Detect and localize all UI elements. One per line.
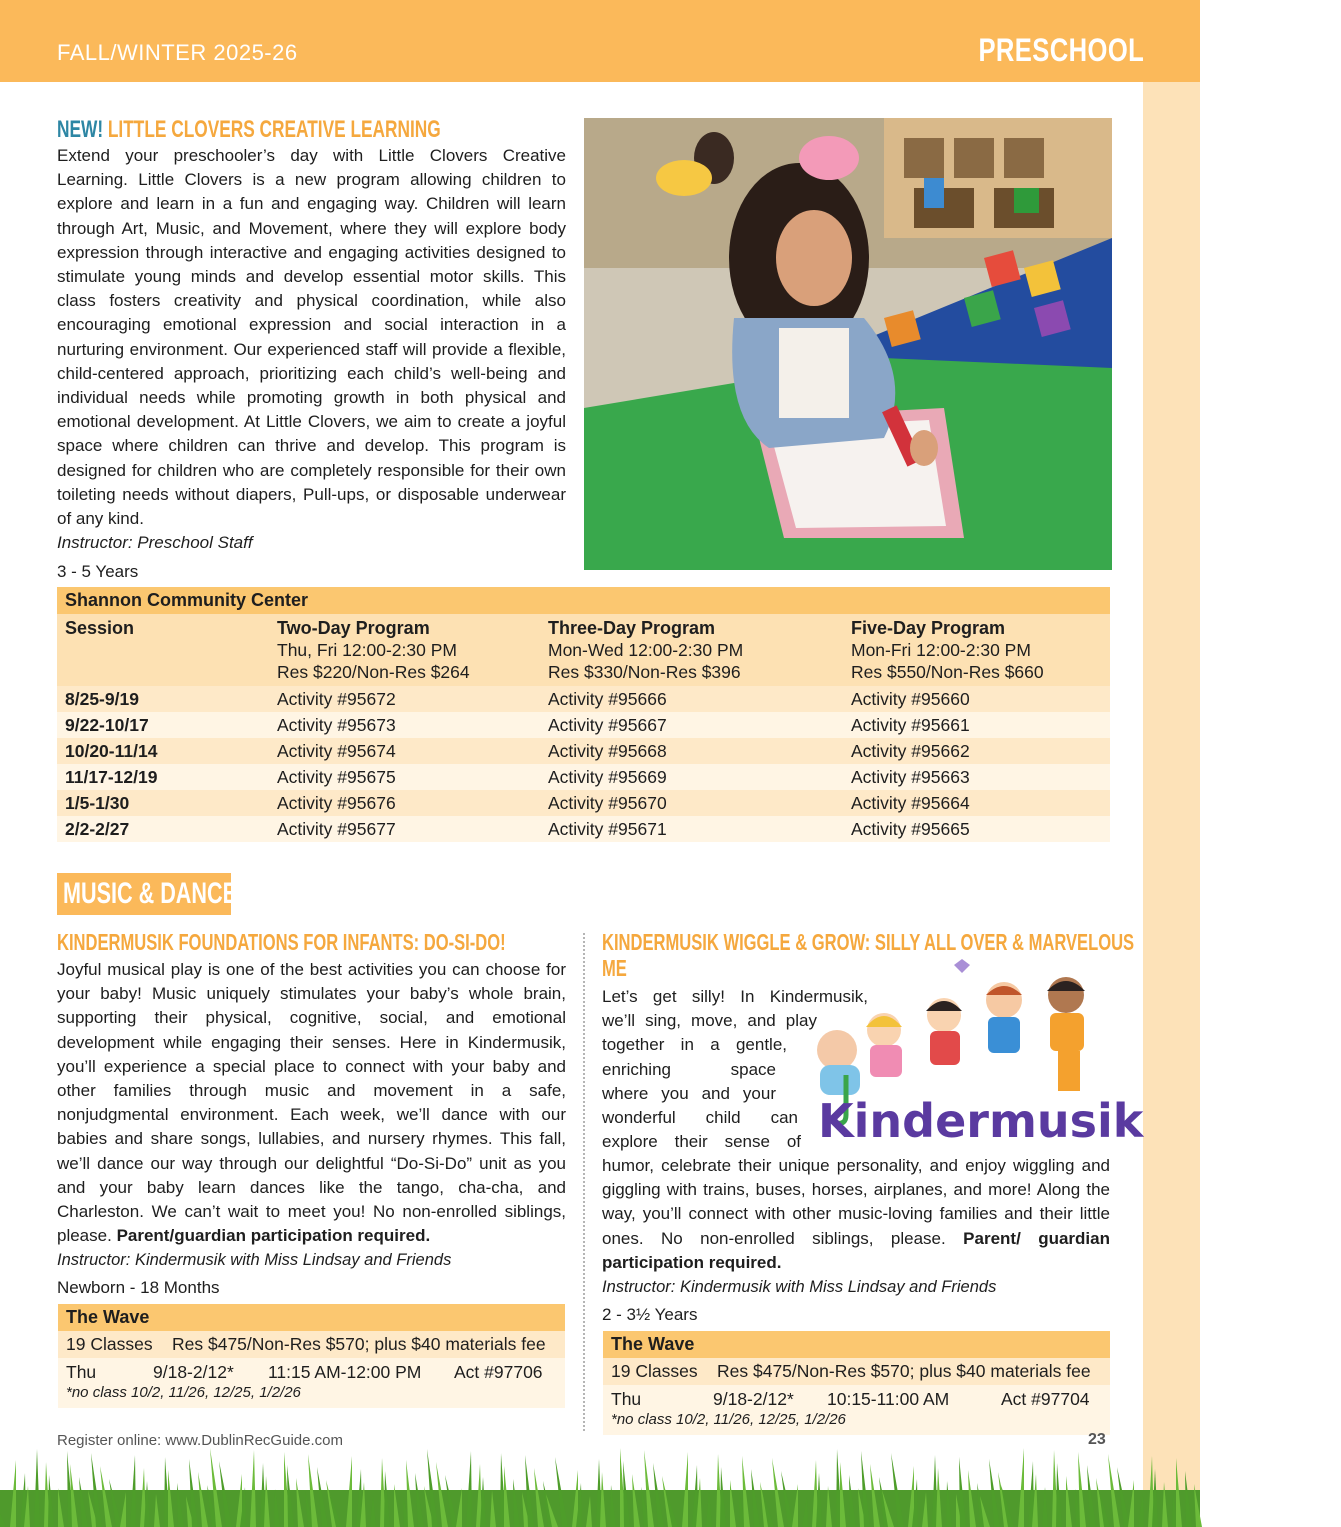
table-row bbox=[57, 764, 1110, 790]
activity-number: Activity #95669 bbox=[548, 767, 667, 787]
infants-description bbox=[57, 958, 566, 1248]
class-time: 11:15 AM-12:00 PM bbox=[268, 1362, 422, 1382]
side-color-bar bbox=[1143, 82, 1200, 1527]
program-price: Res $550/Non-Res $660 bbox=[851, 662, 1044, 682]
program-name: Three-Day Program bbox=[548, 618, 716, 638]
new-tag: NEW! bbox=[57, 116, 104, 143]
table-row bbox=[57, 712, 1110, 738]
activity-number: Activity #95660 bbox=[851, 689, 970, 709]
no-class-note: *no class 10/2, 11/26, 12/25, 1/2/26 bbox=[66, 1384, 301, 1401]
wiggle-description bbox=[602, 1154, 1110, 1275]
activity-number: Activity #95661 bbox=[851, 715, 970, 735]
session-dates: 10/20-11/14 bbox=[65, 741, 158, 761]
wiggle-body: humor, celebrate their unique personality, and enjoy wiggling and giggling with trains, buses, horses, airplanes, and more! Along the way, you’ll connect with other music-loving families and their little ones. No non-enrolled siblings, please. bbox=[602, 1156, 1110, 1248]
table-row bbox=[58, 1331, 565, 1358]
infants-heading bbox=[57, 929, 680, 956]
table-row bbox=[57, 790, 1110, 816]
table-header-row bbox=[57, 614, 1110, 686]
clovers-schedule-table bbox=[57, 587, 1110, 842]
class-price: Res $475/Non-Res $570; plus $40 materials fee bbox=[717, 1361, 1091, 1381]
session-dates: 11/17-12/19 bbox=[65, 767, 158, 787]
session-dates: 8/25-9/19 bbox=[65, 689, 139, 709]
class-price: Res $475/Non-Res $570; plus $40 materials fee bbox=[172, 1334, 546, 1354]
grass-blade bbox=[250, 1450, 256, 1527]
activity-number: Activity #95675 bbox=[277, 767, 396, 787]
grass-blade bbox=[466, 1451, 472, 1527]
activity-number: Activity #95672 bbox=[277, 689, 396, 709]
activity-number: Activity #95676 bbox=[277, 793, 396, 813]
class-count: 19 Classes bbox=[66, 1334, 153, 1354]
wiggle-line: together in a gentle, bbox=[602, 1035, 787, 1055]
table-location: Shannon Community Center bbox=[57, 587, 1110, 614]
session-dates: 2/2-2/27 bbox=[65, 819, 130, 839]
clovers-ages: 3 - 5 Years bbox=[57, 562, 139, 581]
program-header bbox=[277, 618, 470, 683]
program-days: Mon-Wed 12:00-2:30 PM bbox=[548, 640, 744, 660]
activity-number: Activity #95664 bbox=[851, 793, 970, 813]
class-time: 10:15-11:00 AM bbox=[827, 1389, 950, 1409]
program-price: Res $330/Non-Res $396 bbox=[548, 662, 741, 682]
wiggle-line: we’ll sing, move, and play bbox=[602, 1011, 817, 1031]
clovers-title: LITTLE CLOVERS CREATIVE LEARNING bbox=[107, 116, 441, 143]
session-header: Session bbox=[65, 618, 135, 638]
table-row bbox=[57, 686, 1110, 712]
wiggle-ages: 2 - 3½ Years bbox=[602, 1305, 698, 1324]
activity-number: Activity #95666 bbox=[548, 689, 667, 709]
class-dates: 9/18-2/12* bbox=[153, 1362, 234, 1382]
activity-number: Activity #95670 bbox=[548, 793, 667, 813]
class-day: Thu bbox=[611, 1389, 642, 1409]
infants-instructor: Instructor: Kindermusik with Miss Lindsay and Friends bbox=[57, 1251, 452, 1269]
grass-blade bbox=[682, 1452, 688, 1527]
wiggle-line: explore their sense of bbox=[602, 1132, 801, 1152]
wiggle-title: KINDERMUSIK WIGGLE & GROW: SILLY ALL OVER & MARVELOUS bbox=[602, 929, 1135, 955]
wiggle-line: enriching space bbox=[602, 1059, 776, 1079]
activity-number: Activity #95663 bbox=[851, 767, 970, 787]
classroom-photo bbox=[584, 118, 1112, 570]
kindermusik-wordmark: Kindermusik bbox=[818, 1094, 1144, 1148]
infants-body: Joyful musical play is one of the best activities you can choose for your baby! Music uniquely stimulates your baby’s whole brain, supporting their physical, cognitive, social, and emotional development while engaging their senses. Here in Kindermusik, you’ll experience a special place to connect with your baby and other families through music and movement in a safe, nonjudgmental environment. Each week, we’ll dance with our babies and share songs, lullabies, and nursery rhymes. This fall, we’ll dance our way through our delightful “Do-Si-Do” unit as you and your baby learn dances like the tango, cha-cha, and Charleston. We can’t wait to meet you! No non-enrolled siblings, please. bbox=[57, 960, 566, 1246]
table-row bbox=[603, 1358, 1110, 1385]
column-divider bbox=[583, 933, 585, 1431]
table-row bbox=[57, 738, 1110, 764]
kindermusik-logo bbox=[804, 965, 1144, 1151]
class-count: 19 Classes bbox=[611, 1361, 698, 1381]
clovers-heading bbox=[57, 116, 590, 144]
table-location: The Wave bbox=[603, 1331, 1110, 1358]
program-days: Thu, Fri 12:00-2:30 PM bbox=[277, 640, 457, 660]
table-row bbox=[58, 1358, 565, 1408]
activity-number: Activity #95668 bbox=[548, 741, 667, 761]
clovers-instructor: Instructor: Preschool Staff bbox=[57, 533, 253, 552]
infants-participation-note: Parent/guardian participation required. bbox=[116, 1226, 431, 1246]
grass-border bbox=[0, 1440, 1200, 1527]
music-dance-text: MUSIC & DANCE bbox=[63, 877, 238, 910]
wiggle-instructor: Instructor: Kindermusik with Miss Lindsay and Friends bbox=[602, 1278, 997, 1296]
activity-number: Act #97704 bbox=[1001, 1389, 1090, 1409]
program-header bbox=[851, 618, 1044, 683]
infants-schedule-table bbox=[58, 1304, 565, 1408]
program-price: Res $220/Non-Res $264 bbox=[277, 662, 470, 682]
table-row bbox=[57, 816, 1110, 842]
session-dates: 1/5-1/30 bbox=[65, 793, 130, 813]
section-title: PRESCHOOL bbox=[978, 32, 1144, 68]
register-url[interactable]: Register online: www.DublinRecGuide.com bbox=[57, 1432, 343, 1449]
infants-title: KINDERMUSIK FOUNDATIONS FOR INFANTS: DO-SI-DO! bbox=[57, 929, 506, 955]
activity-number: Act #97706 bbox=[454, 1362, 543, 1382]
grass-blade bbox=[1018, 1448, 1024, 1527]
class-dates: 9/18-2/12* bbox=[713, 1389, 794, 1409]
wiggle-intro bbox=[602, 985, 868, 1154]
activity-number: Activity #95677 bbox=[277, 819, 396, 839]
activity-number: Activity #95671 bbox=[548, 819, 667, 839]
wiggle-participation-note: Parent/ guardian participation required. bbox=[602, 1228, 1110, 1272]
wiggle-line: where you and your bbox=[602, 1083, 776, 1103]
grass-blade bbox=[34, 1449, 40, 1527]
activity-number: Activity #95665 bbox=[851, 819, 970, 839]
program-name: Two-Day Program bbox=[277, 618, 430, 638]
class-day: Thu bbox=[66, 1362, 97, 1382]
session-dates: 9/22-10/17 bbox=[65, 715, 149, 735]
activity-number: Activity #95673 bbox=[277, 715, 396, 735]
wiggle-title-cont: ME bbox=[602, 955, 627, 981]
clovers-description: Extend your preschooler’s day with Little Clovers Creative Learning. Little Clovers is a new program allowing children to explore and learn in a fun and engaging way. Children will learn through Art, Music, and Movement, where they will explore body expression through interactive and engaging activities designed to stimulate young minds and develop essential motor skills. This class fosters creativity and physical coordination, while also encouraging emotional expression and social interaction in a nurturing environment. Our experienced staff will provide a flexible, child-centered approach, prioritizing each child’s well-being and individual needs while promoting growth in both physical and emotional development. At Little Clovers, we aim to create a joyful space where children can thrive and develop. This program is designed for children who are completely responsible for their own toileting needs without diapers, Pull-ups, or disposable underwear of any kind. bbox=[57, 146, 566, 529]
table-location: The Wave bbox=[58, 1304, 565, 1331]
season-label: FALL/WINTER 2025-26 bbox=[57, 40, 298, 65]
wiggle-line: wonderful child can bbox=[602, 1108, 798, 1128]
infants-ages: Newborn - 18 Months bbox=[57, 1278, 220, 1297]
music-dance-label bbox=[63, 877, 305, 911]
wiggle-schedule-table bbox=[603, 1331, 1110, 1435]
program-header bbox=[548, 618, 743, 683]
wiggle-line: Let’s get silly! In Kindermusik, bbox=[602, 987, 868, 1006]
activity-number: Activity #95667 bbox=[548, 715, 667, 735]
no-class-note: *no class 10/2, 11/26, 12/25, 1/2/26 bbox=[611, 1411, 846, 1428]
page-number: 23 bbox=[1088, 1431, 1106, 1448]
table-row bbox=[603, 1385, 1110, 1435]
program-days: Mon-Fri 12:00-2:30 PM bbox=[851, 640, 1031, 660]
program-name: Five-Day Program bbox=[851, 618, 1006, 638]
activity-number: Activity #95674 bbox=[277, 741, 396, 761]
activity-number: Activity #95662 bbox=[851, 741, 970, 761]
